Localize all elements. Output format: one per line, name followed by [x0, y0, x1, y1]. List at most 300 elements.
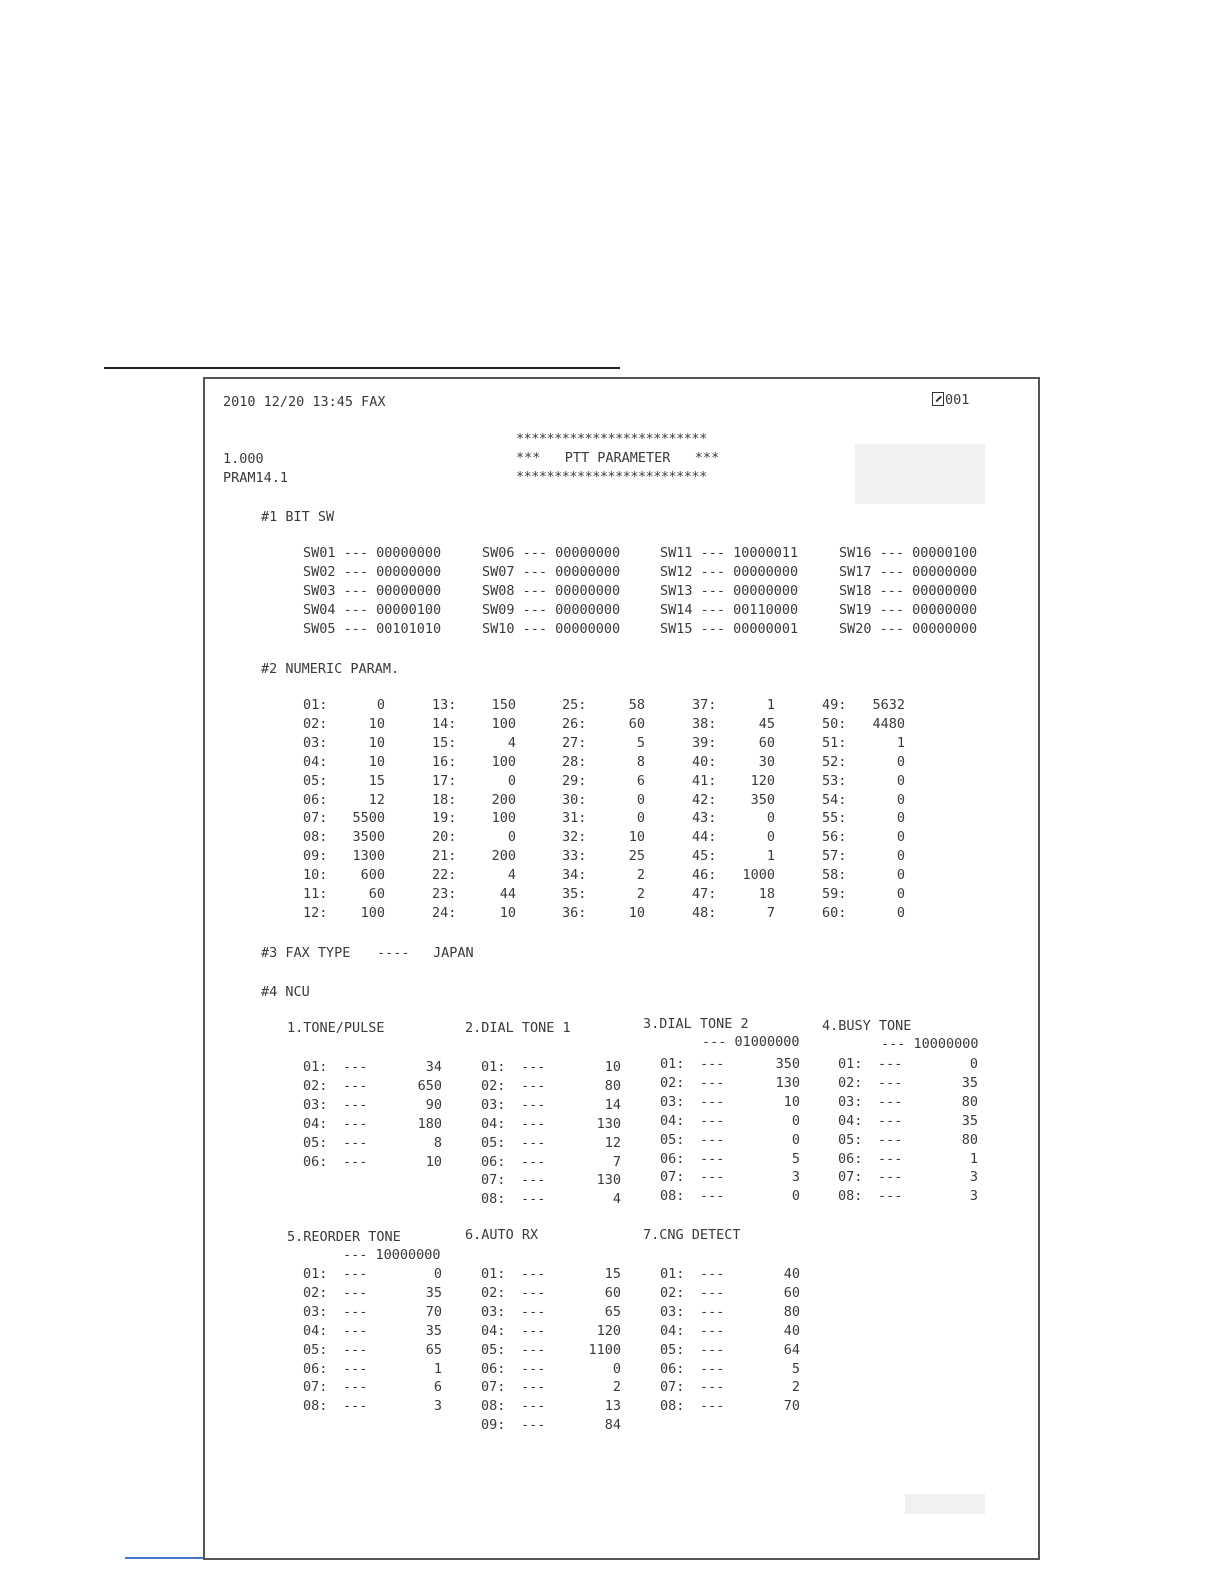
- numeric-param-label: 39:: [692, 734, 717, 751]
- ncu-row-value: 0: [791, 1188, 800, 1205]
- page-title: *** PTT PARAMETER ***: [516, 450, 720, 466]
- numeric-param-value: 150: [491, 697, 516, 713]
- page-icon: [932, 392, 944, 406]
- ncu-row-value: 15: [604, 1266, 621, 1282]
- ncu-row-label: 05:: [660, 1341, 685, 1358]
- numeric-param-value: 15: [368, 772, 385, 789]
- ncu-row-label: 02:: [481, 1077, 506, 1094]
- title-stars-bottom: *************************: [516, 469, 707, 485]
- numeric-param-value: 0: [636, 810, 645, 827]
- ncu-row-label: 07:: [660, 1379, 685, 1396]
- bit-sw-heading: #1 BIT SW: [261, 509, 335, 525]
- ncu-row-label: 04:: [303, 1115, 328, 1132]
- ncu-row-dashes: ---: [521, 1417, 546, 1434]
- numeric-param-value: 45: [758, 715, 775, 732]
- numeric-param-value: 60: [758, 734, 775, 751]
- ncu-row-value: 4: [612, 1191, 621, 1208]
- numeric-param-value: 10: [368, 715, 385, 732]
- numeric-param-label: 36:: [562, 904, 587, 921]
- ncu-row-dashes: ---: [700, 1379, 725, 1396]
- ncu-row-value: 90: [425, 1096, 442, 1113]
- numeric-param-value: 0: [896, 904, 905, 921]
- numeric-param-label: 58:: [822, 867, 847, 884]
- report-datetime: 2010 12/20 13:45 FAX: [223, 394, 386, 410]
- numeric-param-value: 60: [368, 886, 385, 902]
- numeric-param-value: 3500: [352, 829, 385, 846]
- ncu-row-label: 02:: [838, 1074, 863, 1091]
- ncu-row-value: 12: [604, 1134, 621, 1151]
- ncu-row-value: 35: [961, 1074, 978, 1091]
- numeric-param-label: 26:: [562, 715, 587, 732]
- numeric-param-value: 200: [491, 791, 516, 808]
- ncu-row-dashes: ---: [700, 1056, 725, 1072]
- ncu-row-value: 3: [969, 1169, 978, 1186]
- numeric-param-value: 30: [758, 753, 775, 770]
- numeric-param-label: 30:: [562, 791, 587, 808]
- bit-sw-entry: SW03 --- 00000000: [303, 583, 442, 599]
- numeric-param-value: 0: [896, 886, 905, 902]
- numeric-param-label: 08:: [303, 829, 328, 846]
- ncu-row-label: 01:: [481, 1266, 506, 1282]
- numeric-param-label: 24:: [432, 904, 457, 921]
- ncu-row-label: 05:: [481, 1341, 506, 1358]
- ncu-row-label: 05:: [303, 1341, 328, 1358]
- ncu-row-dashes: ---: [878, 1056, 903, 1072]
- numeric-param-label: 35:: [562, 886, 587, 902]
- ncu-row-label: 04:: [481, 1322, 506, 1339]
- ncu-row-value: 2: [612, 1379, 621, 1396]
- ncu-row-dashes: ---: [521, 1360, 546, 1377]
- ncu-row-label: 04:: [838, 1112, 863, 1129]
- ncu-row-label: 08:: [481, 1191, 506, 1208]
- ncu-row-value: 3: [791, 1169, 800, 1186]
- ncu-row-value: 1100: [588, 1341, 621, 1358]
- ncu-section-title: 1.TONE/PULSE: [287, 1020, 385, 1036]
- numeric-param-label: 23:: [432, 886, 457, 902]
- ncu-row-label: 01:: [481, 1059, 506, 1075]
- numeric-param-value: 200: [491, 848, 516, 865]
- numeric-param-label: 02:: [303, 715, 328, 732]
- ncu-row-label: 02:: [660, 1284, 685, 1301]
- ncu-row-value: 3: [433, 1398, 442, 1415]
- numeric-param-label: 20:: [432, 829, 457, 846]
- ncu-row-label: 03:: [303, 1303, 328, 1320]
- ncu-row-dashes: ---: [700, 1074, 725, 1091]
- ncu-row-label: 06:: [660, 1360, 685, 1377]
- numeric-param-label: 48:: [692, 904, 717, 921]
- ncu-row-dashes: ---: [878, 1131, 903, 1148]
- bit-sw-entry: SW06 --- 00000000: [482, 545, 621, 561]
- ncu-row-dashes: ---: [700, 1131, 725, 1148]
- numeric-param-value: 60: [628, 715, 645, 732]
- ncu-row-value: 5: [791, 1360, 800, 1377]
- ncu-row-value: 65: [425, 1341, 442, 1358]
- ncu-section-value: --- 10000000: [343, 1247, 441, 1263]
- ncu-row-value: 0: [969, 1056, 978, 1072]
- ncu-row-dashes: ---: [878, 1169, 903, 1186]
- ncu-row-dashes: ---: [521, 1266, 546, 1282]
- ncu-row-dashes: ---: [343, 1059, 368, 1075]
- ncu-row-label: 05:: [660, 1131, 685, 1148]
- ncu-row-label: 02:: [660, 1074, 685, 1091]
- ncu-row-dashes: ---: [343, 1341, 368, 1358]
- ncu-row-value: 70: [425, 1303, 442, 1320]
- numeric-param-label: 49:: [822, 697, 847, 713]
- numeric-param-label: 50:: [822, 715, 847, 732]
- numeric-param-value: 4: [507, 867, 516, 884]
- ncu-row-dashes: ---: [700, 1284, 725, 1301]
- ncu-row-label: 04:: [660, 1322, 685, 1339]
- numeric-param-value: 0: [376, 697, 385, 713]
- bit-sw-entry: SW09 --- 00000000: [482, 602, 621, 618]
- ncu-row-dashes: ---: [343, 1379, 368, 1396]
- ncu-row-dashes: ---: [521, 1322, 546, 1339]
- ncu-row-dashes: ---: [700, 1266, 725, 1282]
- ncu-row-dashes: ---: [521, 1398, 546, 1415]
- numeric-param-value: 0: [896, 810, 905, 827]
- numeric-param-label: 19:: [432, 810, 457, 827]
- numeric-param-value: 0: [636, 791, 645, 808]
- ncu-row-label: 08:: [660, 1398, 685, 1415]
- numeric-param-label: 42:: [692, 791, 717, 808]
- scan-artifact: [855, 444, 985, 504]
- numeric-param-value: 600: [360, 867, 385, 884]
- numeric-param-label: 12:: [303, 904, 328, 921]
- bit-sw-entry: SW10 --- 00000000: [482, 621, 621, 637]
- numeric-param-value: 120: [750, 772, 775, 789]
- numeric-param-value: 12: [368, 791, 385, 808]
- numeric-param-label: 28:: [562, 753, 587, 770]
- bit-sw-entry: SW17 --- 00000000: [839, 564, 978, 580]
- version-label: 1.000: [223, 451, 264, 467]
- ncu-row-dashes: ---: [521, 1096, 546, 1113]
- ncu-row-dashes: ---: [343, 1153, 368, 1170]
- numeric-param-label: 37:: [692, 697, 717, 713]
- numeric-param-value: 4480: [872, 715, 905, 732]
- ncu-row-label: 06:: [303, 1360, 328, 1377]
- bit-sw-entry: SW18 --- 00000000: [839, 583, 978, 599]
- ncu-row-label: 01:: [303, 1266, 328, 1282]
- ncu-row-label: 01:: [660, 1056, 685, 1072]
- ncu-row-dashes: ---: [343, 1115, 368, 1132]
- ncu-row-dashes: ---: [343, 1096, 368, 1113]
- numeric-param-value: 0: [896, 772, 905, 789]
- bit-sw-entry: SW14 --- 00110000: [660, 602, 799, 618]
- ncu-row-label: 08:: [481, 1398, 506, 1415]
- numeric-param-value: 5500: [352, 810, 385, 827]
- ncu-row-label: 05:: [481, 1134, 506, 1151]
- ncu-row-label: 06:: [303, 1153, 328, 1170]
- numeric-param-label: 01:: [303, 697, 328, 713]
- ncu-row-value: 10: [783, 1093, 800, 1110]
- numeric-param-label: 43:: [692, 810, 717, 827]
- numeric-param-value: 10: [499, 904, 516, 921]
- numeric-param-value: 100: [360, 904, 385, 921]
- ncu-row-value: 60: [783, 1284, 800, 1301]
- ncu-row-dashes: ---: [343, 1077, 368, 1094]
- numeric-param-value: 0: [766, 810, 775, 827]
- ncu-row-dashes: ---: [700, 1112, 725, 1129]
- ncu-row-value: 13: [604, 1398, 621, 1415]
- numeric-param-value: 10: [368, 734, 385, 751]
- ncu-row-label: 01:: [660, 1266, 685, 1282]
- ncu-row-label: 05:: [303, 1134, 328, 1151]
- numeric-param-value: 58: [628, 697, 645, 713]
- numeric-param-label: 55:: [822, 810, 847, 827]
- ncu-row-label: 03:: [660, 1093, 685, 1110]
- ncu-row-dashes: ---: [521, 1134, 546, 1151]
- numeric-param-label: 34:: [562, 867, 587, 884]
- ncu-row-value: 40: [783, 1322, 800, 1339]
- numeric-param-label: 59:: [822, 886, 847, 902]
- ncu-row-dashes: ---: [878, 1112, 903, 1129]
- ncu-row-value: 64: [783, 1341, 800, 1358]
- ncu-row-value: 1: [969, 1150, 978, 1167]
- numeric-param-value: 0: [766, 829, 775, 846]
- bit-sw-entry: SW12 --- 00000000: [660, 564, 799, 580]
- numeric-param-label: 29:: [562, 772, 587, 789]
- ncu-row-value: 40: [783, 1266, 800, 1282]
- ncu-row-value: 84: [604, 1417, 621, 1434]
- ncu-row-value: 0: [791, 1131, 800, 1148]
- numeric-param-value: 5632: [872, 697, 905, 713]
- numeric-param-value: 2: [636, 867, 645, 884]
- ncu-section-title: 2.DIAL TONE 1: [465, 1020, 571, 1036]
- bit-sw-entry: SW08 --- 00000000: [482, 583, 621, 599]
- fax-type-label: #3 FAX TYPE: [261, 945, 351, 961]
- numeric-param-label: 27:: [562, 734, 587, 751]
- ncu-row-value: 65: [604, 1303, 621, 1320]
- numeric-param-value: 6: [636, 772, 645, 789]
- numeric-param-label: 38:: [692, 715, 717, 732]
- numeric-param-value: 8: [636, 753, 645, 770]
- numeric-param-label: 15:: [432, 734, 457, 751]
- ncu-row-label: 03:: [838, 1093, 863, 1110]
- ncu-row-label: 02:: [303, 1077, 328, 1094]
- numeric-param-value: 1300: [352, 848, 385, 865]
- ncu-section-title: 4.BUSY TONE: [822, 1018, 912, 1034]
- title-stars-top: *************************: [516, 431, 707, 447]
- numeric-param-value: 1000: [742, 867, 775, 884]
- numeric-param-label: 40:: [692, 753, 717, 770]
- numeric-param-value: 1: [766, 848, 775, 865]
- ncu-row-dashes: ---: [521, 1172, 546, 1189]
- numeric-param-label: 22:: [432, 867, 457, 884]
- ncu-row-value: 35: [425, 1322, 442, 1339]
- ncu-row-dashes: ---: [521, 1153, 546, 1170]
- bit-sw-entry: SW20 --- 00000000: [839, 621, 978, 637]
- numeric-param-label: 09:: [303, 848, 328, 865]
- numeric-param-label: 52:: [822, 753, 847, 770]
- numeric-param-label: 41:: [692, 772, 717, 789]
- ncu-row-dashes: ---: [343, 1303, 368, 1320]
- numeric-param-label: 10:: [303, 867, 328, 884]
- numeric-param-label: 57:: [822, 848, 847, 865]
- ncu-row-label: 04:: [481, 1115, 506, 1132]
- ncu-row-value: 350: [775, 1056, 800, 1072]
- ncu-row-dashes: ---: [700, 1093, 725, 1110]
- numeric-param-value: 10: [368, 753, 385, 770]
- numeric-param-value: 1: [896, 734, 905, 751]
- fax-type-dashes: ----: [377, 945, 410, 961]
- numeric-param-label: 44:: [692, 829, 717, 846]
- ncu-row-label: 06:: [481, 1153, 506, 1170]
- numeric-param-value: 100: [491, 715, 516, 732]
- numeric-param-label: 03:: [303, 734, 328, 751]
- numeric-param-value: 100: [491, 753, 516, 770]
- ncu-row-value: 3: [969, 1188, 978, 1205]
- numeric-param-label: 16:: [432, 753, 457, 770]
- ncu-row-label: 07:: [660, 1169, 685, 1186]
- numeric-param-label: 21:: [432, 848, 457, 865]
- ncu-row-dashes: ---: [343, 1266, 368, 1282]
- ncu-row-label: 09:: [481, 1417, 506, 1434]
- ncu-row-value: 130: [775, 1074, 800, 1091]
- numeric-param-label: 31:: [562, 810, 587, 827]
- ncu-row-dashes: ---: [700, 1322, 725, 1339]
- ncu-row-value: 7: [612, 1153, 621, 1170]
- page-number: [932, 392, 969, 409]
- numeric-param-label: 47:: [692, 886, 717, 902]
- ncu-row-value: 10: [425, 1153, 442, 1170]
- ncu-row-label: 07:: [838, 1169, 863, 1186]
- ncu-row-value: 0: [791, 1112, 800, 1129]
- program-label: PRAM14.1: [223, 470, 289, 486]
- ncu-row-value: 8: [433, 1134, 442, 1151]
- ncu-row-label: 03:: [660, 1303, 685, 1320]
- numeric-param-label: 17:: [432, 772, 457, 789]
- numeric-param-value: 2: [636, 886, 645, 902]
- ncu-row-label: 06:: [838, 1150, 863, 1167]
- numeric-param-label: 06:: [303, 791, 328, 808]
- ncu-row-value: 35: [425, 1284, 442, 1301]
- ncu-row-dashes: ---: [878, 1093, 903, 1110]
- ncu-row-value: 80: [961, 1131, 978, 1148]
- ncu-row-value: 70: [783, 1398, 800, 1415]
- ncu-row-label: 04:: [303, 1322, 328, 1339]
- ncu-row-label: 06:: [660, 1150, 685, 1167]
- numeric-param-value: 25: [628, 848, 645, 865]
- ncu-section-title: 7.CNG DETECT: [643, 1227, 741, 1243]
- numeric-param-label: 07:: [303, 810, 328, 827]
- bit-sw-entry: SW02 --- 00000000: [303, 564, 442, 580]
- ncu-row-value: 5: [791, 1150, 800, 1167]
- bit-sw-entry: SW04 --- 00000100: [303, 602, 442, 618]
- fax-type-value: JAPAN: [433, 945, 474, 961]
- ncu-row-value: 0: [612, 1360, 621, 1377]
- ncu-row-value: 130: [596, 1115, 621, 1132]
- bit-sw-entry: SW13 --- 00000000: [660, 583, 799, 599]
- ncu-row-value: 6: [433, 1379, 442, 1396]
- ncu-row-label: 03:: [303, 1096, 328, 1113]
- ncu-heading: #4 NCU: [261, 984, 310, 1000]
- numeric-param-label: 18:: [432, 791, 457, 808]
- ncu-row-dashes: ---: [700, 1169, 725, 1186]
- ncu-row-label: 04:: [660, 1112, 685, 1129]
- numeric-param-value: 0: [896, 867, 905, 884]
- ncu-row-value: 120: [596, 1322, 621, 1339]
- ncu-row-dashes: ---: [521, 1341, 546, 1358]
- ncu-row-dashes: ---: [878, 1150, 903, 1167]
- ncu-row-dashes: ---: [343, 1134, 368, 1151]
- ncu-row-label: 01:: [838, 1056, 863, 1072]
- numeric-param-label: 33:: [562, 848, 587, 865]
- ncu-row-label: 03:: [481, 1303, 506, 1320]
- numeric-param-value: 5: [636, 734, 645, 751]
- ncu-section-title: 3.DIAL TONE 2: [643, 1016, 749, 1032]
- ncu-row-value: 80: [783, 1303, 800, 1320]
- numeric-param-label: 53:: [822, 772, 847, 789]
- bit-sw-entry: SW07 --- 00000000: [482, 564, 621, 580]
- numeric-param-label: 13:: [432, 697, 457, 713]
- numeric-param-label: 46:: [692, 867, 717, 884]
- page-number-value: 001: [945, 392, 970, 408]
- numeric-param-value: 0: [896, 791, 905, 808]
- ncu-row-dashes: ---: [700, 1188, 725, 1205]
- ncu-row-dashes: ---: [700, 1360, 725, 1377]
- ncu-row-label: 07:: [303, 1379, 328, 1396]
- ncu-row-label: 08:: [303, 1398, 328, 1415]
- numeric-param-value: 10: [628, 904, 645, 921]
- numeric-param-label: 14:: [432, 715, 457, 732]
- ncu-row-label: 06:: [481, 1360, 506, 1377]
- ncu-row-label: 02:: [481, 1284, 506, 1301]
- numeric-param-label: 45:: [692, 848, 717, 865]
- ncu-row-label: 07:: [481, 1379, 506, 1396]
- bit-sw-entry: SW01 --- 00000000: [303, 545, 442, 561]
- ncu-row-dashes: ---: [878, 1188, 903, 1205]
- numeric-param-value: 0: [507, 772, 516, 789]
- numeric-param-value: 0: [896, 848, 905, 865]
- ncu-row-dashes: ---: [700, 1398, 725, 1415]
- ncu-section-title: 5.REORDER TONE: [287, 1229, 401, 1245]
- ncu-row-dashes: ---: [521, 1115, 546, 1132]
- ncu-row-dashes: ---: [521, 1284, 546, 1301]
- numeric-param-label: 56:: [822, 829, 847, 846]
- numeric-param-label: 60:: [822, 904, 847, 921]
- numeric-param-value: 4: [507, 734, 516, 751]
- ncu-row-value: 14: [604, 1096, 621, 1113]
- numeric-param-value: 7: [766, 904, 775, 921]
- numeric-param-heading: #2 NUMERIC PARAM.: [261, 661, 400, 677]
- top-divider: [104, 367, 620, 369]
- ncu-row-dashes: ---: [343, 1398, 368, 1415]
- ncu-row-dashes: ---: [521, 1077, 546, 1094]
- numeric-param-value: 0: [896, 753, 905, 770]
- numeric-param-label: 32:: [562, 829, 587, 846]
- ncu-section-title: 6.AUTO RX: [465, 1227, 539, 1243]
- numeric-param-label: 54:: [822, 791, 847, 808]
- bit-sw-entry: SW19 --- 00000000: [839, 602, 978, 618]
- ncu-row-dashes: ---: [700, 1150, 725, 1167]
- ncu-row-dashes: ---: [343, 1284, 368, 1301]
- numeric-param-value: 100: [491, 810, 516, 827]
- ncu-section-value: --- 10000000: [881, 1036, 979, 1052]
- ncu-section-value: --- 01000000: [702, 1034, 800, 1050]
- ncu-row-value: 1: [433, 1360, 442, 1377]
- numeric-param-value: 1: [766, 697, 775, 713]
- ncu-row-dashes: ---: [700, 1341, 725, 1358]
- numeric-param-value: 44: [499, 886, 516, 902]
- ncu-row-dashes: ---: [521, 1303, 546, 1320]
- ptt-parameter-report: [203, 377, 1040, 1560]
- numeric-param-value: 0: [507, 829, 516, 846]
- ncu-row-label: 03:: [481, 1096, 506, 1113]
- ncu-row-value: 80: [961, 1093, 978, 1110]
- numeric-param-value: 0: [896, 829, 905, 846]
- ncu-row-value: 0: [433, 1266, 442, 1282]
- ncu-row-dashes: ---: [521, 1191, 546, 1208]
